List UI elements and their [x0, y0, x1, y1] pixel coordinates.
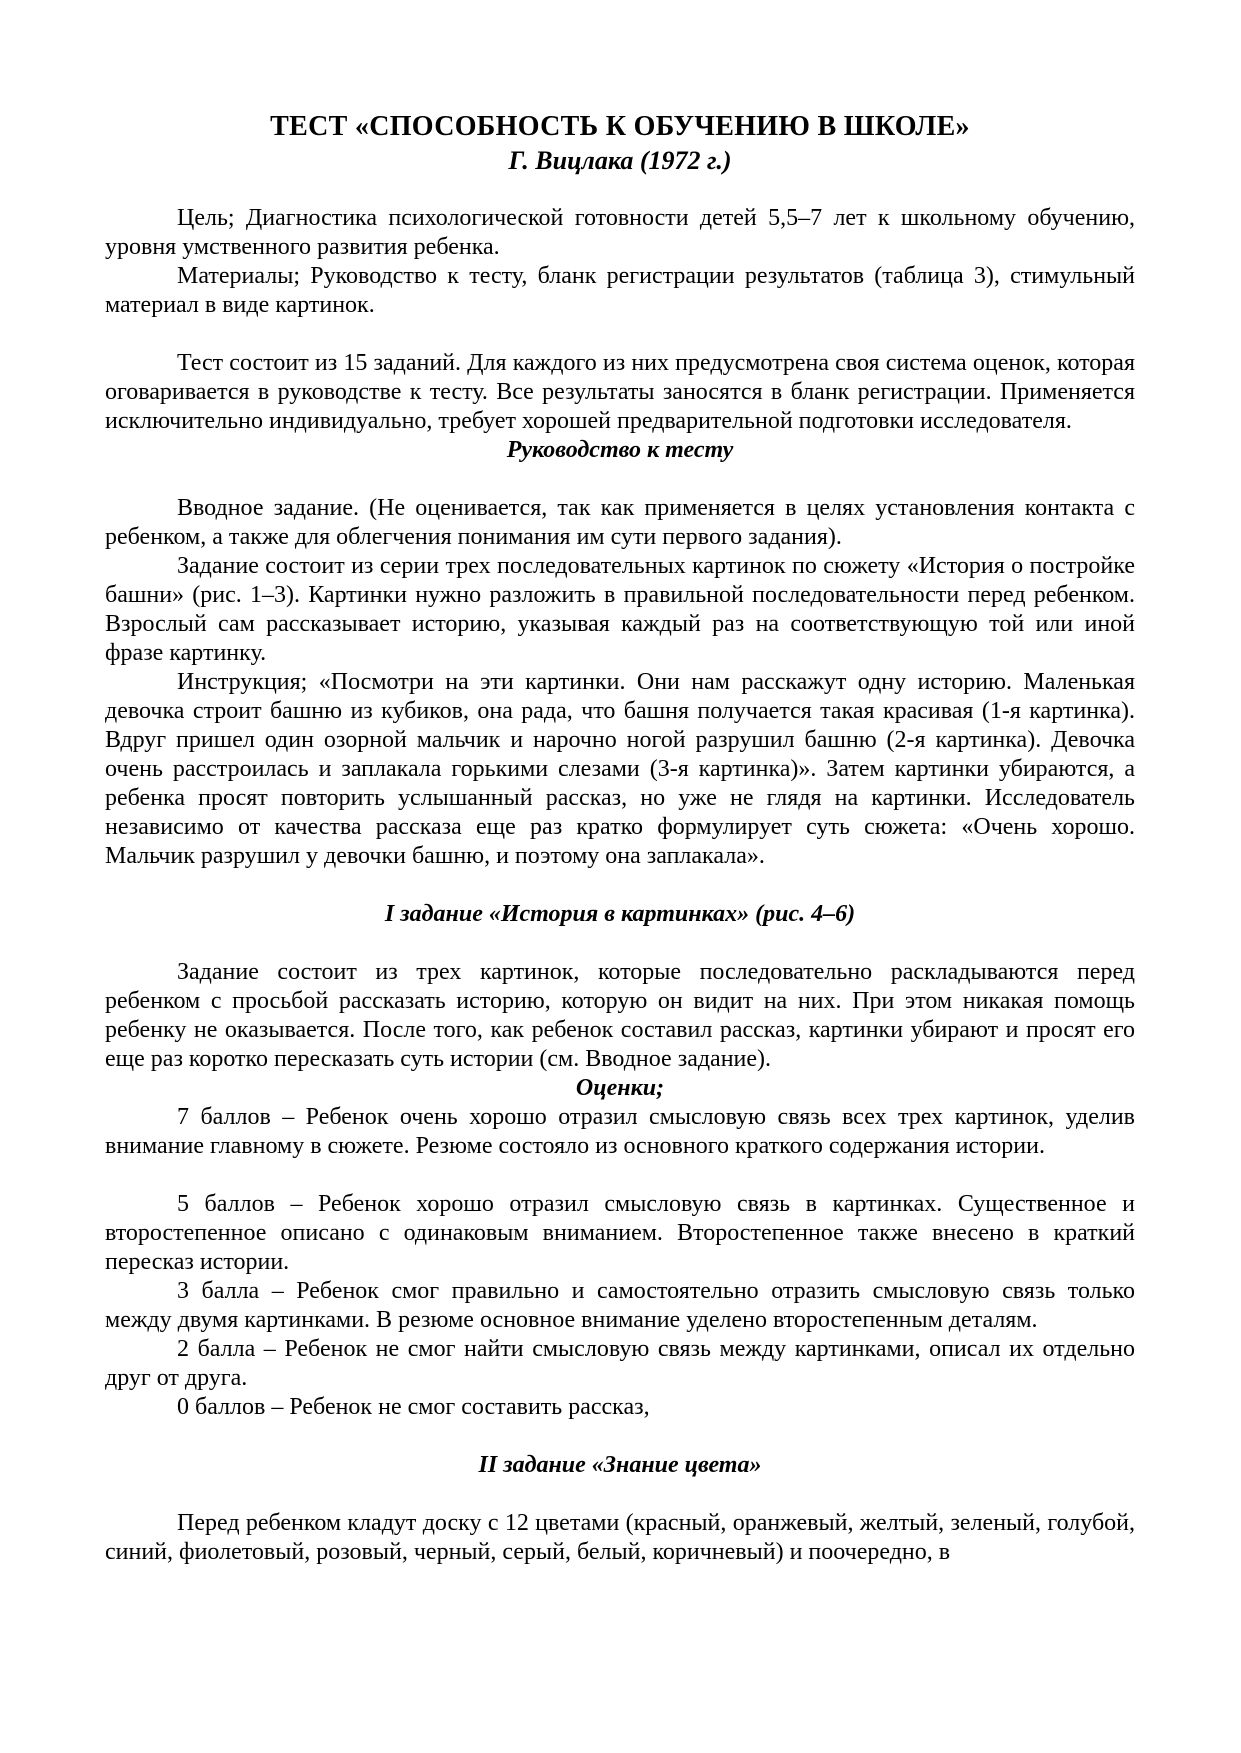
doc-subtitle-author: Г. Вицлака (1972 г.)	[508, 146, 732, 175]
paragraph-score-5: 5 баллов – Ребенок хорошо отразил смысловую связь в картинках. Существенное и второстепенное описано с одинаковым вниманием. Второстепенное также внесено в краткий пересказ истории.	[105, 1191, 1135, 1275]
section-heading-task1: I задание «История в картинках» (рис. 4–6)	[384, 901, 856, 927]
paragraph-task1-description: Задание состоит из трех картинок, которые последовательно раскладываются перед ребенком с просьбой рассказать историю, которую он видит на них. При этом никакая помощь ребенку не оказывается. После того, как ребенок составил рассказ, картинки убирают и просят его еще раз коротко пересказать суть истории (см. Вводное задание).	[105, 959, 1135, 1072]
paragraph-test-overview: Тест состоит из 15 заданий. Для каждого из них предусмотрена своя система оценок, которая оговаривается в руководстве к тесту. Все результаты заносятся в бланк регистрации. Применяется исключительно индивидуально, требует хорошей предварительной подготовки исследователя.	[105, 350, 1135, 434]
paragraph-intro-task: Вводное задание. (Не оценивается, так как применяется в целях установления контакта с ребенком, а также для облегчения понимания им сути первого задания).	[105, 495, 1135, 550]
paragraph-instruction: Инструкция; «Посмотри на эти картинки. Они нам расскажут одну историю. Маленькая девочка строит башню из кубиков, она рада, что башня получается такая красивая (1-я картинка). Вдруг пришел один озорной мальчик и нарочно ногой разрушил башню (2-я картинка). Девочка очень расстроилась и заплакала горькими слезами (3-я картинка)». Затем картинки убираются, а ребенка просят повторить услышанный рассказ, но уже не глядя на картинки. Исследователь независимо от качества рассказа еще раз кратко формулирует суть сюжета: «Очень хорошо. Мальчик разрушил у девочки башню, и поэтому она заплакала».	[105, 669, 1135, 869]
section-heading-task2: II задание «Знание цвета»	[478, 1452, 762, 1478]
paragraph-materials: Материалы; Руководство к тесту, бланк регистрации результатов (таблица 3), стимульный материал в виде картинок.	[105, 263, 1135, 318]
doc-title: ТЕСТ «СПОСОБНОСТЬ К ОБУЧЕНИЮ В ШКОЛЕ»	[270, 111, 970, 142]
section-heading-guide: Руководство к тесту	[506, 437, 734, 463]
paragraph-purpose: Цель; Диагностика психологической готовности детей 5,5–7 лет к школьному обучению, уровня умственного развития ребенка.	[105, 205, 1135, 260]
paragraph-task2-description: Перед ребенком кладут доску с 12 цветами (красный, оранжевый, желтый, зеленый, голубой, синий, фиолетовый, розовый, черный, серый, белый, коричневый) и поочередно, в	[105, 1510, 1135, 1565]
section-heading-scores: Оценки;	[575, 1075, 665, 1101]
paragraph-score-0: 0 баллов – Ребенок не смог составить рассказ,	[177, 1394, 650, 1420]
paragraph-score-3: 3 балла – Ребенок смог правильно и самостоятельно отразить смысловую связь только между двумя картинками. В резюме основное внимание уделено второстепенным деталям.	[105, 1278, 1135, 1333]
paragraph-picture-series: Задание состоит из серии трех последовательных картинок по сюжету «История о постройке башни» (рис. 1–3). Картинки нужно разложить в правильной последовательности перед ребенком. Взрослый сам рассказывает историю, указывая каждый раз на соответствующую той или иной фразе картинку.	[105, 553, 1135, 666]
paragraph-score-2: 2 балла – Ребенок не смог найти смысловую связь между картинками, описал их отдельно друг от друга.	[105, 1336, 1135, 1391]
paragraph-score-7: 7 баллов – Ребенок очень хорошо отразил смысловую связь всех трех картинок, уделив внимание главному в сюжете. Резюме состояло из основного краткого содержания истории.	[105, 1104, 1135, 1159]
